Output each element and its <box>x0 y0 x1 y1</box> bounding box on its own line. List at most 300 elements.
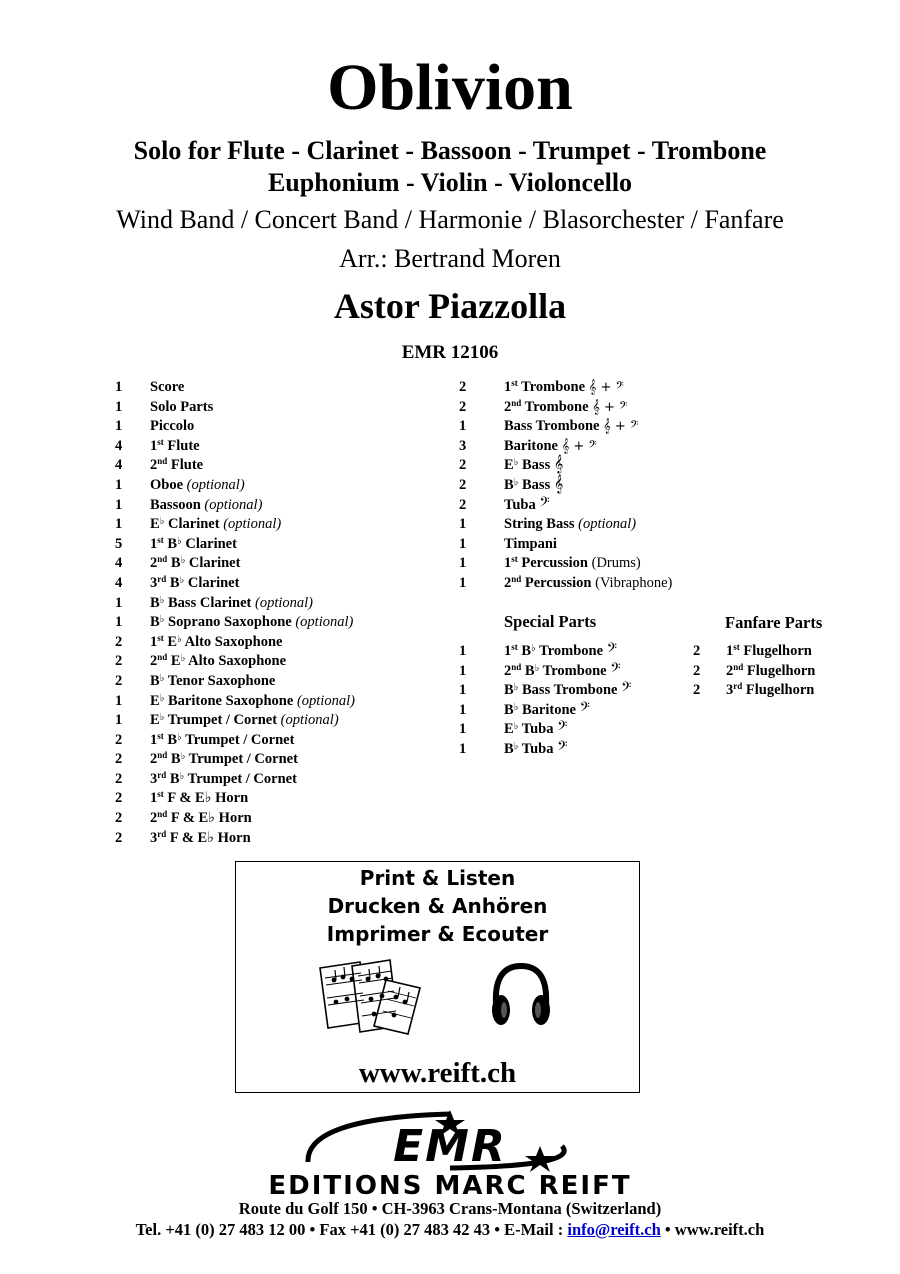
optional-note: (optional) <box>204 496 263 513</box>
instrument-name: Soprano Saxophone <box>168 614 292 631</box>
key-letter: B <box>150 672 160 689</box>
part-quantity: 2 <box>115 653 123 670</box>
key-letter: B <box>170 555 181 572</box>
key-letter: B <box>504 476 514 493</box>
part-name <box>504 574 672 594</box>
part-name <box>150 574 239 594</box>
instrument-name: Bass Trombone <box>522 682 618 699</box>
instrument-name: Baritone Saxophone <box>168 692 294 709</box>
flat-icon: ♭ <box>513 457 519 469</box>
part-name <box>504 681 631 701</box>
part-quantity: 1 <box>459 721 467 738</box>
list-item <box>115 652 445 672</box>
ordinal-suffix: st <box>157 730 164 741</box>
print-listen-line-en: Print & Listen <box>359 866 516 890</box>
part-quantity: 1 <box>115 418 123 435</box>
part-name <box>504 737 568 760</box>
instrument-name: Trumpet / Cornet <box>187 770 297 787</box>
list-item <box>459 535 719 555</box>
optional-note: (optional) <box>296 692 355 709</box>
part-quantity: 1 <box>115 594 123 611</box>
part-name <box>150 633 283 653</box>
part-name <box>150 652 286 672</box>
key-letter: B <box>524 662 535 679</box>
ordinal-number: 2 <box>150 751 158 768</box>
ordinal-suffix: nd <box>157 652 168 663</box>
key-letter: E <box>504 721 514 738</box>
list-item <box>115 437 445 457</box>
ordinal-suffix: nd <box>733 661 744 672</box>
part-quantity: 2 <box>115 731 123 748</box>
instrument-name: Piccolo <box>150 418 195 435</box>
instrument-name: F & E♭ Horn <box>169 829 251 846</box>
part-name <box>150 770 297 790</box>
part-name <box>150 672 275 692</box>
list-item <box>459 378 719 398</box>
list-item <box>459 737 679 760</box>
sheet-music-icon <box>316 958 428 1038</box>
part-name <box>150 554 240 574</box>
instrument-name: String Bass <box>504 516 575 533</box>
part-quantity: 2 <box>115 829 123 846</box>
list-item <box>459 720 679 740</box>
clef-icon: 𝄞 + 𝄢 <box>592 399 628 415</box>
flat-icon: ♭ <box>177 731 182 743</box>
ordinal-number: 3 <box>726 682 734 699</box>
list-item <box>115 535 445 555</box>
list-item <box>115 456 445 476</box>
part-name <box>504 515 636 535</box>
instrument-name: Clarinet <box>187 574 240 591</box>
instrument-name: Trombone <box>524 398 589 415</box>
list-item <box>115 496 445 516</box>
flat-icon: ♭ <box>531 643 536 654</box>
part-quantity: 1 <box>459 516 467 533</box>
instrument-name: Tuba <box>521 721 554 738</box>
part-name <box>726 642 812 662</box>
part-quantity: 2 <box>459 457 467 474</box>
ordinal-suffix: rd <box>157 828 167 839</box>
flat-icon: ♭ <box>159 614 165 626</box>
ordinal-number: 1 <box>726 643 734 659</box>
list-item <box>115 574 445 594</box>
list-item <box>459 574 719 594</box>
key-letter: E <box>170 653 181 670</box>
ordinal-number: 2 <box>504 662 512 679</box>
optional-note: (optional) <box>295 614 354 631</box>
part-name <box>150 535 237 555</box>
instrument-name: F & E♭ Horn <box>167 790 249 807</box>
list-item <box>115 398 445 418</box>
subtitle-line-1: Solo for Flute - Clarinet - Bassoon - Trumpet - Trombone <box>133 136 767 165</box>
part-name <box>504 554 641 574</box>
print-listen-line-fr: Imprimer & Ecouter <box>326 922 549 946</box>
part-quantity: 1 <box>459 682 467 699</box>
part-quantity: 2 <box>115 672 123 689</box>
key-letter: E <box>167 633 178 650</box>
ordinal-suffix: st <box>157 436 164 447</box>
part-name <box>504 417 638 437</box>
parts-list-left <box>115 378 445 848</box>
flat-icon: ♭ <box>180 653 186 665</box>
list-item <box>459 473 719 496</box>
contact-website[interactable]: • www.reift.ch <box>660 1220 765 1239</box>
part-quantity: 1 <box>115 712 123 729</box>
key-letter: E <box>150 516 160 533</box>
part-name <box>504 437 597 457</box>
key-letter: B <box>169 574 180 591</box>
flat-icon: ♭ <box>159 672 165 684</box>
part-name <box>150 789 248 809</box>
instrument-name: Bass <box>522 476 551 493</box>
instrument-name: Bass Trombone <box>504 418 600 435</box>
part-quantity: 1 <box>115 379 123 395</box>
instrument-name: Trumpet / Cornet <box>167 712 278 729</box>
headphones-icon <box>486 958 556 1032</box>
list-item <box>115 750 445 770</box>
part-name <box>504 535 557 555</box>
part-quantity: 2 <box>459 379 467 395</box>
clef-icon: 𝄞 <box>553 454 564 474</box>
fanfare-parts-list <box>693 642 873 701</box>
ordinal-suffix: st <box>157 632 164 643</box>
list-item <box>459 456 719 476</box>
arranger: Arr.: Bertrand Moren <box>339 244 561 273</box>
flat-icon: ♭ <box>159 516 165 528</box>
part-quantity: 2 <box>115 810 123 827</box>
part-quantity: 2 <box>115 633 123 650</box>
ordinal-suffix: nd <box>157 554 168 565</box>
instrument-name: Timpani <box>504 535 557 552</box>
part-name <box>150 613 353 633</box>
part-name <box>150 398 213 418</box>
ordinal-suffix: nd <box>511 573 522 584</box>
instrument-name: Percussion <box>524 574 592 591</box>
key-letter: B <box>167 535 178 552</box>
list-item <box>115 476 445 496</box>
ordinal-number: 2 <box>726 662 734 679</box>
publisher-address: Route du Golf 150 • CH-3963 Crans-Montana (Switzerland) <box>238 1199 662 1218</box>
list-item <box>115 731 445 751</box>
part-quantity: 1 <box>115 476 123 493</box>
list-item <box>459 681 679 701</box>
part-quantity: 1 <box>459 643 467 659</box>
composer: Astor Piazzolla <box>333 286 567 326</box>
part-name <box>504 473 564 496</box>
instrument-name: Solo Parts <box>150 398 214 415</box>
part-quantity: 1 <box>459 662 467 679</box>
special-parts-heading: Special Parts <box>504 612 597 631</box>
part-quantity: 2 <box>459 496 467 513</box>
instrument-name: Flugelhorn <box>743 643 812 659</box>
ordinal-number: 3 <box>150 574 158 591</box>
list-item <box>115 515 445 535</box>
contact-phone-fax: Tel. +41 (0) 27 483 12 00 • Fax +41 (0) 27 483 42 43 • E-Mail : <box>135 1220 568 1239</box>
part-name <box>150 829 251 849</box>
publisher-name: EDITIONS MARC REIFT <box>268 1171 632 1201</box>
optional-note: (optional) <box>280 712 339 729</box>
part-name <box>504 378 624 398</box>
ordinal-suffix: st <box>511 378 518 388</box>
key-letter: B <box>150 594 160 611</box>
part-quantity: 2 <box>115 790 123 807</box>
instrument-name: Tuba <box>504 496 536 513</box>
part-name <box>150 515 281 535</box>
ordinal-number: 1 <box>150 731 158 748</box>
part-quantity: 2 <box>115 770 123 787</box>
ordinal-suffix: nd <box>157 809 168 820</box>
instrument-name: Trombone <box>542 662 607 679</box>
list-item <box>459 417 719 437</box>
list-item <box>115 789 445 809</box>
flat-icon: ♭ <box>513 740 519 752</box>
clef-icon: 𝄢 <box>579 698 590 718</box>
ordinal-number: 2 <box>504 398 512 415</box>
list-item <box>459 437 719 457</box>
ordinal-number: 1 <box>504 643 512 659</box>
instrument-name: Flugelhorn <box>745 682 815 699</box>
clef-icon: 𝄞 + 𝄢 <box>588 380 624 395</box>
ordinal-number: 3 <box>150 770 158 787</box>
ordinal-number: 3 <box>150 829 158 846</box>
fanfare-parts-heading: Fanfare Parts <box>725 613 823 632</box>
list-item <box>115 594 445 614</box>
list-item <box>693 681 873 701</box>
instrument-name: Alto Saxophone <box>188 653 287 670</box>
list-item <box>115 672 445 692</box>
print-listen-box <box>235 861 640 1093</box>
key-letter: B <box>170 751 181 768</box>
special-parts-list <box>459 642 679 760</box>
ordinal-suffix: st <box>733 642 740 652</box>
flat-icon: ♭ <box>177 535 182 547</box>
part-quantity: 1 <box>115 496 123 513</box>
clef-icon: 𝄢 <box>557 718 568 738</box>
instrument-name: Score <box>150 379 185 395</box>
instrument-name: Tuba <box>521 740 554 757</box>
part-quantity: 1 <box>115 614 123 631</box>
key-letter: B <box>169 770 180 787</box>
part-name <box>150 437 200 457</box>
instrument-name: Baritone <box>504 437 558 454</box>
optional-note: (optional) <box>255 594 314 611</box>
flat-icon: ♭ <box>159 594 165 606</box>
instrument-name: Baritone <box>522 701 576 718</box>
instrument-name: Flute <box>170 457 204 474</box>
flat-icon: ♭ <box>513 476 519 488</box>
flat-icon: ♭ <box>513 682 519 694</box>
flat-icon: ♭ <box>180 751 186 763</box>
list-item <box>459 515 719 535</box>
key-letter: B <box>504 701 514 718</box>
key-letter: B <box>504 740 514 757</box>
part-quantity: 1 <box>459 574 467 591</box>
ordinal-number: 1 <box>150 633 158 650</box>
list-item <box>459 698 679 721</box>
part-quantity: 2 <box>693 682 701 699</box>
clef-icon: 𝄢 <box>610 659 621 679</box>
part-name <box>726 681 814 701</box>
key-letter: E <box>504 457 514 474</box>
list-item <box>459 398 719 418</box>
ordinal-suffix: rd <box>733 681 743 692</box>
list-item <box>459 659 679 682</box>
part-note: (Drums) <box>591 555 641 572</box>
part-quantity: 5 <box>115 535 123 552</box>
ordinal-number: 1 <box>150 535 158 552</box>
list-item <box>459 642 679 662</box>
part-quantity: 2 <box>115 751 123 768</box>
key-letter: B <box>150 614 160 631</box>
instrument-name: Oboe <box>150 476 184 493</box>
part-quantity: 4 <box>115 457 123 474</box>
instrument-name: Bass <box>522 457 551 474</box>
part-quantity: 1 <box>115 398 123 415</box>
part-name <box>150 456 203 476</box>
key-letter: E <box>150 692 160 709</box>
part-name <box>504 698 590 721</box>
part-name <box>504 398 627 418</box>
part-name <box>150 496 262 516</box>
list-item <box>115 633 445 653</box>
list-item <box>115 809 445 829</box>
list-item <box>115 711 445 731</box>
instrument-name: Tenor Saxophone <box>167 672 276 689</box>
emr-logo <box>300 1108 600 1172</box>
ensemble: Wind Band / Concert Band / Harmonie / Blasorchester / Fanfare <box>116 205 784 234</box>
part-quantity: 2 <box>693 643 701 659</box>
instrument-name: F & E♭ Horn <box>170 810 252 827</box>
clef-icon: 𝄞 <box>553 473 564 493</box>
clef-icon: 𝄞 + 𝄢 <box>603 419 639 435</box>
instrument-name: Flugelhorn <box>746 662 816 679</box>
website-link[interactable]: www.reift.ch <box>358 1057 517 1089</box>
list-item <box>115 417 445 437</box>
part-name <box>504 659 621 682</box>
part-note: (Vibraphone) <box>595 574 673 591</box>
flat-icon: ♭ <box>180 555 186 567</box>
ordinal-suffix: st <box>157 534 164 545</box>
flat-icon: ♭ <box>159 712 165 724</box>
list-item <box>115 770 445 790</box>
ordinal-number: 2 <box>150 653 158 670</box>
ordinal-number: 1 <box>150 790 158 807</box>
ordinal-suffix: nd <box>157 750 168 761</box>
clef-icon: 𝄢 <box>606 640 617 659</box>
part-quantity: 1 <box>115 516 123 533</box>
ordinal-suffix: nd <box>511 397 522 408</box>
ordinal-suffix: nd <box>157 456 168 467</box>
list-item <box>693 662 873 682</box>
part-name <box>504 493 550 516</box>
part-quantity: 1 <box>459 418 467 435</box>
list-item <box>115 692 445 712</box>
clef-icon: 𝄞 + 𝄢 <box>561 438 597 454</box>
ordinal-number: 2 <box>150 457 158 474</box>
ordinal-suffix: rd <box>157 769 167 780</box>
ordinal-suffix: st <box>511 642 518 652</box>
part-quantity: 3 <box>459 437 467 454</box>
part-name <box>150 711 339 731</box>
ordinal-number: 1 <box>150 437 158 454</box>
flat-icon: ♭ <box>177 633 182 645</box>
key-letter: B <box>504 682 514 699</box>
part-name <box>150 731 294 751</box>
part-name <box>150 378 184 398</box>
part-quantity: 1 <box>459 701 467 718</box>
part-quantity: 4 <box>115 574 123 591</box>
part-quantity: 2 <box>693 662 701 679</box>
clef-icon: 𝄢 <box>557 737 568 757</box>
instrument-name: Trumpet / Cornet <box>185 731 295 748</box>
logo-text: EMR <box>393 1121 507 1172</box>
instrument-name: Bassoon <box>150 496 201 513</box>
instrument-name: Clarinet <box>168 516 220 533</box>
part-quantity: 1 <box>459 740 467 757</box>
instrument-name: Clarinet <box>185 535 237 552</box>
key-letter: B <box>521 643 532 659</box>
clef-icon: 𝄢 <box>539 493 550 513</box>
ordinal-number: 1 <box>504 379 512 395</box>
optional-note: (optional) <box>186 476 245 493</box>
flat-icon: ♭ <box>179 574 185 586</box>
ordinal-suffix: nd <box>511 661 522 672</box>
optional-note: (optional) <box>223 516 282 533</box>
ordinal-suffix: st <box>511 554 518 565</box>
parts-list-right <box>459 378 719 594</box>
flat-icon: ♭ <box>159 692 165 704</box>
subtitle-line-2: Euphonium - Violin - Violoncello <box>267 168 633 197</box>
ordinal-number: 1 <box>504 555 512 572</box>
part-quantity: 2 <box>459 398 467 415</box>
print-listen-line-de: Drucken & Anhören <box>327 894 548 918</box>
flat-icon: ♭ <box>513 721 519 733</box>
instrument-name: Flute <box>167 437 200 454</box>
flat-icon: ♭ <box>534 662 540 674</box>
ordinal-suffix: st <box>157 789 164 800</box>
key-letter: B <box>167 731 178 748</box>
ordinal-number: 2 <box>504 574 512 591</box>
part-name <box>504 642 617 662</box>
instrument-name: Bass Clarinet <box>168 594 252 611</box>
list-item <box>693 642 873 662</box>
list-item <box>115 613 445 633</box>
part-name <box>150 809 252 829</box>
publisher-contact <box>0 1220 900 1240</box>
part-quantity: 4 <box>115 555 123 572</box>
part-quantity: 1 <box>115 692 123 709</box>
part-name <box>150 594 313 614</box>
instrument-name: Percussion <box>521 555 588 572</box>
ordinal-number: 2 <box>150 555 158 572</box>
key-letter: E <box>150 712 160 729</box>
ordinal-number: 2 <box>150 810 158 827</box>
part-name <box>150 692 355 712</box>
list-item <box>115 378 445 398</box>
part-quantity: 1 <box>459 535 467 552</box>
clef-icon: 𝄢 <box>621 679 632 699</box>
part-quantity: 2 <box>459 476 467 493</box>
part-name <box>150 750 298 770</box>
part-name <box>150 417 194 437</box>
list-item <box>115 554 445 574</box>
flat-icon: ♭ <box>179 770 185 782</box>
email-link[interactable]: info@reift.ch <box>567 1220 661 1239</box>
part-note: (optional) <box>578 516 637 533</box>
instrument-name: Trombone <box>539 643 604 659</box>
list-item <box>459 493 719 516</box>
instrument-name: Trumpet / Cornet <box>188 751 298 768</box>
